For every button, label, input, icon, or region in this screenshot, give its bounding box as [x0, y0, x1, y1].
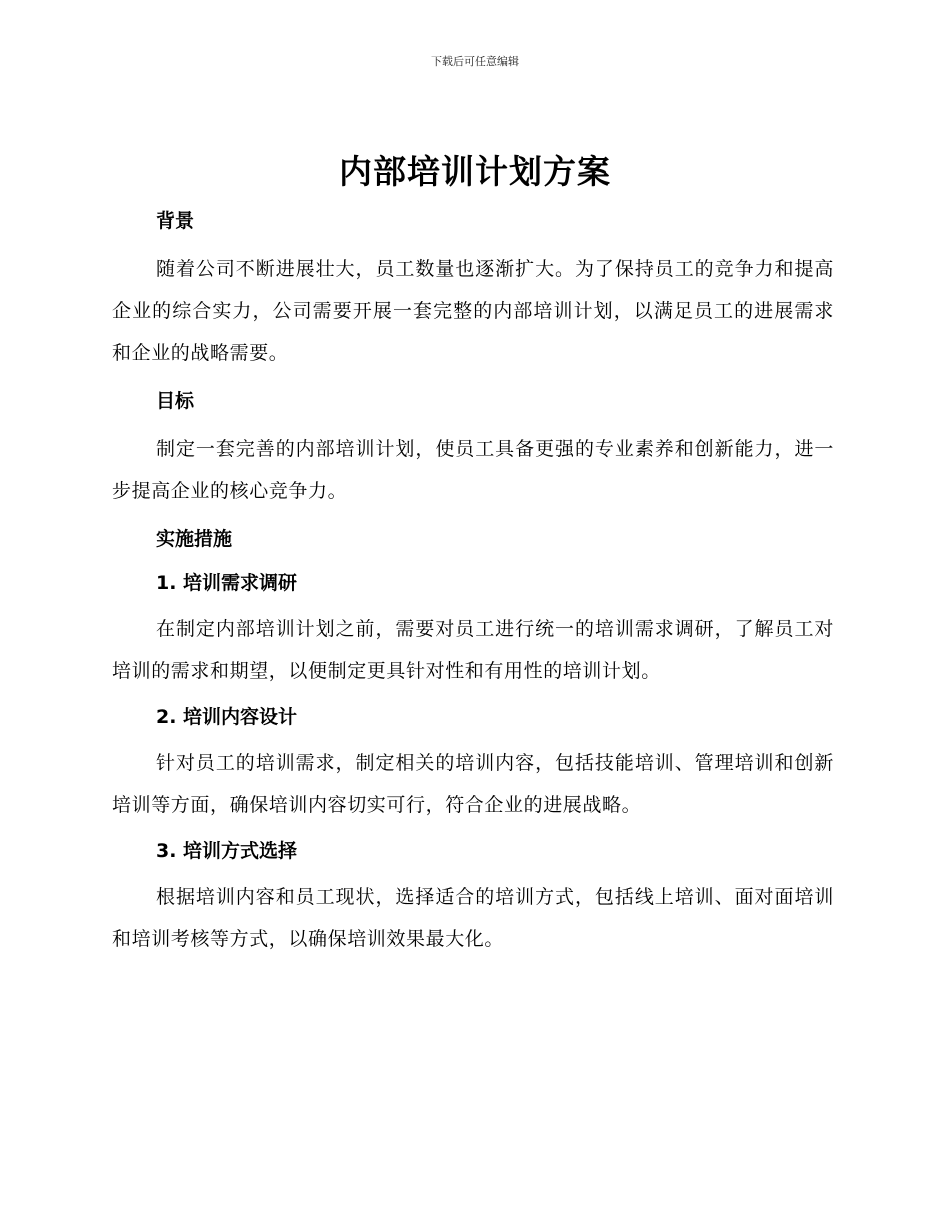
document-title: 内部培训计划方案: [339, 152, 611, 191]
section-goal: [112, 384, 834, 512]
section-measures: [112, 522, 834, 556]
section-method-selection: [112, 834, 834, 960]
section-heading: 2. 培训内容设计: [156, 706, 298, 728]
section-paragraph: 制定一套完善的内部培训计划，使员工具备更强的专业素养和创新能力，进一步提高企业的核心竞争力。: [112, 438, 834, 502]
section-heading: 实施措施: [156, 528, 233, 550]
page-header-note: 下载后可任意编辑: [431, 55, 519, 68]
section-heading: 背景: [156, 210, 195, 232]
section-background: [112, 204, 834, 374]
section-paragraph: 针对员工的培训需求，制定相关的培训内容，包括技能培训、管理培训和创新培训等方面，确保培训内容切实可行，符合企业的进展战略。: [112, 752, 834, 816]
section-paragraph: 根据培训内容和员工现状，选择适合的培训方式，包括线上培训、面对面培训和培训考核等方式，以确保培训效果最大化。: [112, 886, 834, 950]
section-heading: 1. 培训需求调研: [156, 572, 298, 594]
section-paragraph: 随着公司不断进展壮大，员工数量也逐渐扩大。为了保持员工的竞争力和提高企业的综合实力，公司需要开展一套完整的内部培训计划，以满足员工的进展需求和企业的战略需要。: [112, 258, 834, 364]
section-paragraph: 在制定内部培训计划之前，需要对员工进行统一的培训需求调研，了解员工对培训的需求和期望，以便制定更具针对性和有用性的培训计划。: [112, 618, 834, 682]
section-heading: 3. 培训方式选择: [156, 840, 298, 862]
section-heading: 目标: [156, 390, 195, 412]
section-needs-survey: [112, 566, 834, 692]
document-body: [112, 204, 834, 960]
section-content-design: [112, 700, 834, 826]
